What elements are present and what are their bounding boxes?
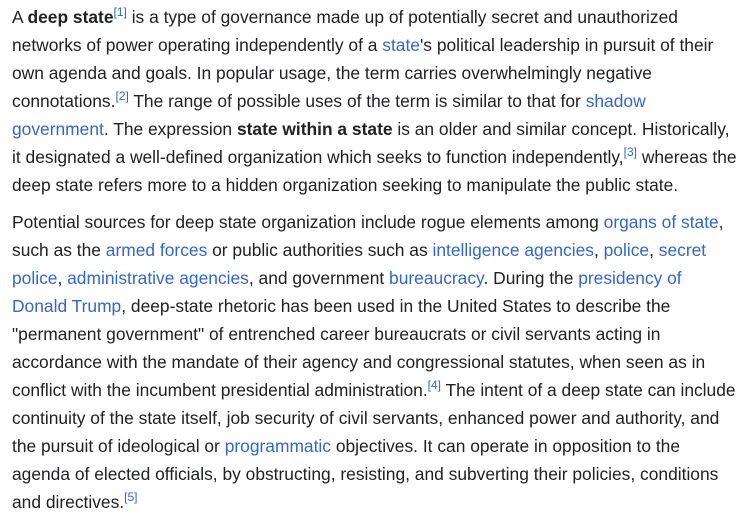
link-presidency-of-donald-trump[interactable]: presidency of Donald Trump: [12, 268, 682, 316]
text-run: is an older and similar concept. Historically, it designated a well-defined organization which seeks to function independently,: [12, 119, 730, 167]
text-run: ,: [57, 268, 68, 288]
text-run: whereas the deep state refers more to a hidden organization seeking to manipulate the public state.: [12, 147, 737, 195]
text-run: objectives. It can operate in opposition to the agenda of elected officials, by obstructing, resisting, and subverting their policies, conditions and directives.: [12, 436, 719, 512]
bold-term-deep-state: deep state: [27, 7, 114, 27]
text-run: The range of possible uses of the term is similar to that for: [128, 91, 586, 111]
link-police[interactable]: police: [603, 240, 650, 260]
paragraph-1: [12, 3, 737, 199]
link-administrative-agencies[interactable]: administrative agencies: [67, 268, 249, 288]
link-armed-forces[interactable]: armed forces: [105, 240, 208, 260]
link-shadow-government[interactable]: shadow government: [12, 91, 646, 139]
text-run: . The expression: [103, 119, 237, 139]
text-run: . During the: [483, 268, 579, 288]
citation-2-link[interactable]: [2]: [115, 89, 129, 103]
text-run: , such as the: [12, 212, 724, 260]
paragraph-2: [12, 208, 737, 516]
link-secret-police[interactable]: secret police: [12, 240, 707, 288]
link-state[interactable]: state: [382, 35, 420, 55]
link-organs-of-state[interactable]: organs of state: [603, 212, 719, 232]
text-run: ,: [649, 240, 659, 260]
citation-4: [428, 378, 441, 392]
text-run: A: [12, 7, 28, 27]
text-run: ,: [593, 240, 604, 260]
text-run: is a type of governance made up of potentially secret and unauthorized networks of power operating independently of a: [12, 7, 678, 55]
citation-1: [114, 5, 127, 19]
text-run: 's political leadership in pursuit of their own agenda and goals. In popular usage, the term carries overwhelmingly negative connotations.: [12, 35, 714, 111]
text-run: or public authorities such as: [207, 240, 433, 260]
citation-4-link[interactable]: [4]: [427, 378, 441, 392]
bold-term-state-within-a-state: state within a state: [236, 119, 393, 139]
citation-5: [124, 490, 137, 504]
text-run: The intent of a deep state can include continuity of the state itself, job security of civil servants, enhanced power and authority, and the pursuit of ideological or: [12, 380, 736, 456]
citation-5-link[interactable]: [5]: [124, 490, 138, 504]
text-run: , and government: [248, 268, 390, 288]
link-programmatic[interactable]: programmatic: [224, 436, 331, 456]
text-run: , deep-state rhetoric has been used in the United States to describe the "permanent government" of entrenched career bureaucrats or civil servants acting in accordance with the mandate of their agency and congressional statutes, when seen as in conflict with the incumbent presidential administration.: [12, 296, 706, 400]
link-intelligence-agencies[interactable]: intelligence agencies: [432, 240, 594, 260]
citation-3-link[interactable]: [3]: [623, 145, 637, 159]
link-bureaucracy[interactable]: bureaucracy: [389, 268, 484, 288]
citation-3: [624, 145, 637, 159]
citation-2: [115, 89, 128, 103]
citation-1-link[interactable]: [1]: [113, 5, 127, 19]
text-run: Potential sources for deep state organization include rogue elements among: [12, 212, 604, 232]
